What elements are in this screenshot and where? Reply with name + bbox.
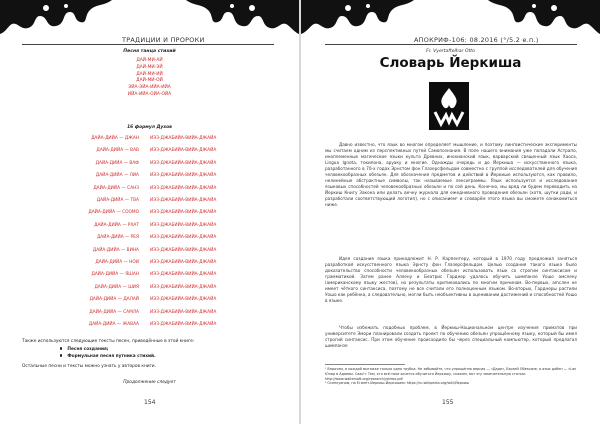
formula-right: ИЭЗ-ДЖАБИЙА-ВИЙА-ДЖАЙА bbox=[150, 235, 217, 241]
corner-ornament-icon bbox=[301, 0, 414, 34]
formula-row bbox=[0, 198, 299, 204]
corner-ornament-icon bbox=[0, 0, 112, 34]
paragraph: Давно известно, что язык во многом определяет мышление, и поэтому лингвистические эксперименты мы считаем одним из перспективных путей Самопознания. В поле нашего внимания уже попадали Астрапо, иноплеменные магические языки культа Древних, инохианский язык, варварский священный язык Хаоса, Lingua Ignota, токипона, аруаку и многие. Однажды очередь и до Йеркиша — искусственного языка, разработанного в 70-х годах Эрнстом фон Глазерсфельдом совместно с группой исследователей для обучения человекообразных обезьян. Для обозначения предметов и действий в Йеркише используются, как правило, нелинейные абстрактные символы, так называемые лексиграммы. Язык используется и исследования языковых способностей человекообразных обезьян и по сей день. Конечно, мы вряд ли будем переводить на Йеркиш Книгу Закона или делать вечну журнала для ежедневного проведения обезьян (хотя, шутки ради, и разработали соответствующий логотип), но с описанием¹ и словарём этого языка вы сможете ознакомиться ниже. bbox=[325, 142, 577, 208]
formula-left: ДАЙА-ДИЙА — ТВА bbox=[96, 198, 139, 203]
paragraph: Чтобы избежать подобных проблем, в Йеркиш-Национальном центре изучения приматов при университете Эмори планировали создать проект по обучению обезьян упрощённому языку, который бы имел строгий синтаксис. При этом обучение происходило бы через специальный компьютер, который предлагал шимпанзе bbox=[325, 325, 577, 349]
chant-line: ДАЙ-МИ-ОЙ bbox=[136, 78, 163, 84]
formula-left: ДАЙА-ДИЙА — ЛИА bbox=[95, 173, 139, 179]
formula-right: ИЭЗ-ДЖАБИЙА-ВИЙА-ДЖАЙА bbox=[150, 260, 217, 265]
bullet-list bbox=[60, 347, 156, 361]
formula-row bbox=[0, 210, 299, 216]
formula-row bbox=[0, 322, 299, 328]
chant-block bbox=[0, 58, 299, 99]
formula-row bbox=[0, 260, 299, 266]
page-number: 154 bbox=[144, 399, 156, 406]
formula-row bbox=[0, 173, 299, 179]
article-title: Словарь Йеркиша bbox=[379, 55, 522, 71]
article-author: Fr. Vyertaftelhar Otto bbox=[426, 49, 475, 54]
running-header: АПОКРИФ-106: 08.2016 (°/5.2 е.п.) bbox=[414, 36, 539, 44]
formula-right: ИЭЗ-ДЖАБИЙА-ВИЙА-ДЖАЙА bbox=[150, 284, 217, 290]
formula-right: ИЭЗ-ДЖАБИЙА-ВИЙА-ДЖАЙА bbox=[150, 297, 217, 303]
formula-row bbox=[0, 235, 299, 241]
chant-line: ДАЙ-МИ-ИЙ bbox=[136, 71, 163, 77]
formula-left: ДАЙА-ДИЙА — ВИНА bbox=[92, 247, 139, 253]
footnote: ² Осенкуаном, на Египет-Йеркиш-Йеркишем: https://ru.wikipedia.org/wiki/Йеркиш bbox=[325, 381, 470, 386]
formula-left: ДАЙА-ДИЙА — САНЗ bbox=[93, 185, 139, 191]
formula-row bbox=[0, 297, 299, 303]
formula-left: ДАЙА-ДИЙА — ВАФ bbox=[95, 160, 139, 166]
chant-line: ЭЙА-ЭЙА-ИЙА-ИЙА bbox=[128, 85, 171, 91]
formula-row bbox=[0, 161, 299, 167]
formula-left: ДАЙА-ДИЙА — ДАЛАЙ bbox=[89, 297, 139, 303]
formula-row bbox=[0, 186, 299, 192]
formula-row bbox=[0, 136, 299, 142]
bullet-item: Формульная песня путника стихий. bbox=[60, 354, 156, 361]
formula-row bbox=[0, 148, 299, 154]
formula-row bbox=[0, 310, 299, 316]
corner-ornament-icon bbox=[488, 0, 600, 34]
formula-right: ИЭЗ-ДЖАБИЙА-ВИЙА-ДЖАЙА bbox=[150, 247, 217, 253]
continued-note: Продолжение следует bbox=[123, 380, 176, 385]
outro-text: Остальные песни и тексты можно узнать у авторов книги. bbox=[22, 364, 156, 369]
formula-right: ИЭЗ-ДЖАБИЙА-ВИЙА-ДЖАЙА bbox=[150, 160, 217, 166]
formula-left: ДАЙА-ДИЙА — НОИ bbox=[95, 260, 139, 265]
formula-right: ИЭЗ-ДЖАБИЙА-ВИЙА-ДЖАЙА bbox=[150, 136, 217, 141]
formula-left: ДАЙА-ДИЙА — САМЛА bbox=[89, 309, 139, 315]
formula-right: ИЭЗ-ДЖАБИЙА-ВИЙА-ДЖАЙА bbox=[150, 322, 217, 327]
formula-left: ДАЙА-ДИЙА — ЖАВАА bbox=[88, 322, 139, 327]
footnote: ¹ Впрочем, в каждой вытяжке только одна трубка. Не забывайте, что упрощённа версия — «Даде», Бэрзей Обезьяне, а язык добен — «Lan Юнор в Адаевы. Саас!» Тем, кто всё-таки хочется обучиться Йеркишу, скажем, вот эту замечательную статью: http://www.waltersoft.org/research/yerkes.pdf bbox=[325, 367, 577, 381]
formula-title: 16 формул Духов bbox=[127, 125, 172, 130]
chant-line: ИЙА-ИЙА-ОЙА-ОЙА bbox=[127, 91, 172, 97]
header-rule bbox=[325, 44, 577, 45]
formula-left: ДАЙА-ДИЙА — ВАВ bbox=[96, 148, 139, 154]
page-number: 155 bbox=[442, 399, 454, 406]
right-page bbox=[301, 0, 600, 424]
formula-right: ИЭЗ-ДЖАБИЙА-ВИЙА-ДЖАЙА bbox=[150, 272, 217, 278]
chant-line: ДАЙ-МИ-АЙ bbox=[136, 58, 163, 63]
bullet-item: Песня создания; bbox=[60, 347, 156, 354]
header-rule bbox=[22, 44, 274, 45]
formula-right: ИЭЗ-ДЖАБИЙА-ВИЙА-ДЖАЙА bbox=[150, 148, 217, 154]
formula-left: ДАЙА-ДИЙА — РХАТ bbox=[94, 222, 139, 228]
yerkish-lexigram-icon bbox=[429, 82, 469, 130]
chant-line: ДАЙ-МИ-ЭЙ bbox=[136, 64, 163, 70]
formula-row bbox=[0, 285, 299, 291]
formula-left: ДАЙА-ДИЙА — ДЖАН bbox=[91, 136, 139, 141]
footnote-rule bbox=[325, 364, 405, 365]
formula-left: ДАЙА-ДИЙА — РЕЯ bbox=[96, 235, 139, 241]
formula-row bbox=[0, 223, 299, 229]
formula-right: ИЭЗ-ДЖАБИЙА-ВИЙА-ДЖАЙА bbox=[150, 210, 217, 216]
formula-right: ИЭЗ-ДЖАБИЙА-ВИЙА-ДЖАЙА bbox=[150, 222, 217, 228]
formula-left: ДАЙА-ДИЙА — СООМО bbox=[88, 210, 139, 216]
formula-row bbox=[0, 248, 299, 254]
footnotes bbox=[325, 367, 577, 386]
song-title: Песня танца стихий bbox=[123, 49, 176, 54]
paragraph: Идея создания языка принадлежит Н. Р. Карпентеру, который в 1970 году предложил заняться разработкой искусственного языка Эрнсту фон Глазерсфельдом. Целью создания такого языка было доказательство способности человекообразных обезьян использовать язык со строгим синтаксисом и грамматикой. Затем ранее Аллену и Беатрис Гарднер удалось обучить шимпанзе Уошо амслену (американскому языку жестов), но результаты критиковались по многим причинам. Во-первых, amслен не имеет чёткого синтаксиса, поэтому не все считали его полноценным языком. Во-вторых, Гарднеры растили Уошо как ребёнка, а следовательно, могли быть необъективны в оценивании достижений и способностей Уошо в языке. bbox=[325, 256, 577, 304]
formula-row bbox=[0, 272, 299, 278]
formula-right: ИЭЗ-ДЖАБИЙА-ВИЙА-ДЖАЙА bbox=[150, 173, 217, 179]
running-header: ТРАДИЦИИ И ПРОРОКИ bbox=[122, 36, 205, 44]
corner-ornament-icon bbox=[186, 0, 299, 34]
formula-left: ДАЙА-ДИЙА — ШИЯ bbox=[94, 284, 139, 290]
intro-text: Также используются следующие тексты песен, приведённые в этой книге: bbox=[22, 339, 195, 344]
formula-right: ИЭЗ-ДЖАБИЙА-ВИЙА-ДЖАЙА bbox=[150, 198, 217, 203]
formula-right: ИЭЗ-ДЖАБИЙА-ВИЙА-ДЖАЙА bbox=[150, 185, 217, 191]
formula-right: ИЭЗ-ДЖАБИЙА-ВИЙА-ДЖАЙА bbox=[150, 309, 217, 315]
formula-left: ДАЙА-ДИЙА — ЯШАН bbox=[91, 272, 139, 278]
left-page bbox=[0, 0, 299, 424]
